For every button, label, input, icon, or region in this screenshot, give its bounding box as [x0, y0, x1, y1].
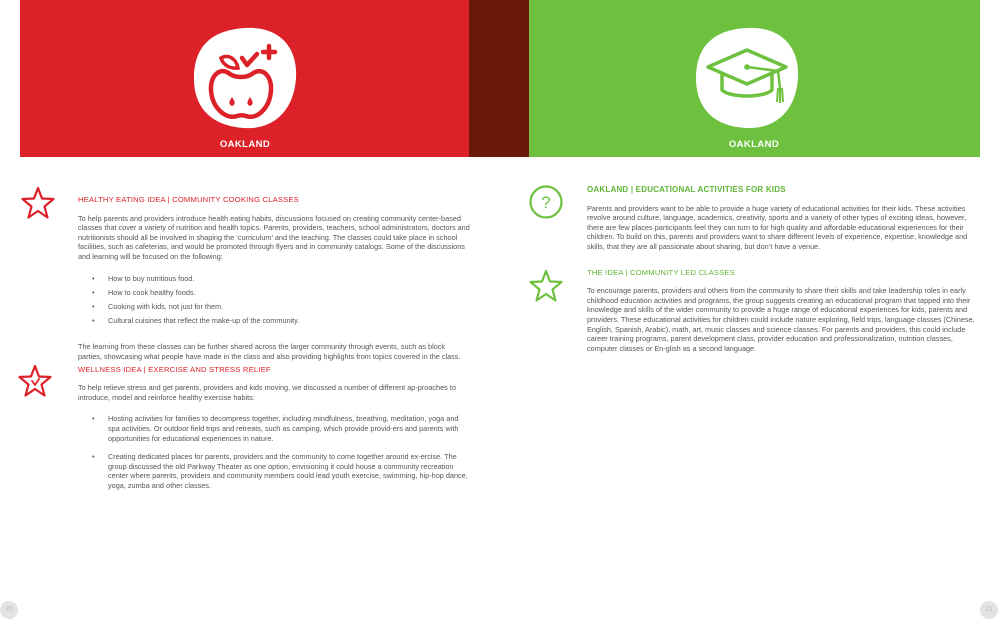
educational-activities-body: Parents and providers want to be able to provide a huge variety of educational activities for their kids. These activities revolve around culture, language, academics, creativity, sports and a variety of other types of exciting ideas, however, there are few places participants feel they can turn to for high quality and affordable educational experiences for their children. To build on this, parents and providers want to share different levels of experience, expertise, knowledge and skills, that they are all passionate about sharing, but don’t have a venue.	[587, 203, 968, 251]
star-outline-icon	[528, 269, 564, 303]
left-column	[78, 195, 470, 501]
page-number-right: 21	[980, 601, 998, 619]
healthy-eating-heading: HEALTHY EATING IDEA | COMMUNITY COOKING CLASSES	[78, 195, 299, 204]
list-item: • Hosting activities for families to decompress together, including mindfulness, breathing, meditation, yoga and spa activities. Or outdoor field trips and retreats, such as camping, which provide provid-ers and parents with opportunities for educational experiences in nature.	[92, 414, 470, 443]
left-banner-label: OAKLAND	[219, 139, 271, 150]
page-number-left: 20	[0, 601, 18, 619]
graduation-cap-icon	[692, 24, 802, 132]
wellness-intro: To help relieve stress and get parents, providers and kids moving, we discussed a number of different ap-proaches to introduce, model and reinforce healthy exercise habits:	[78, 383, 456, 402]
educational-activities-heading: OAKLAND | EDUCATIONAL ACTIVITIES FOR KIDS	[587, 185, 786, 194]
community-classes-body: To encourage parents, providers and others from the community to share their skills and take leadership roles in early childhood education activities and programs, the group suggests creating an educational program that tapped into their knowledge and skills of the wider community to provide a huge range of educational experiences for kids, parents and providers. These educational activities for children could include nature exploring, field trips, language classes (Chinese, English, Spanish, Arabic), math, art, music classes and science classes. For parents and providers, this could include career training programs, parent development class, provider education and professionalization, nutrition classes, computer classes or En-glish as a second language.	[587, 286, 975, 353]
question-circle-icon	[528, 184, 564, 220]
right-banner-label: OAKLAND	[728, 139, 780, 150]
list-item: • Creating dedicated places for parents, providers and the community to come together around ex-ercise. The group discussed the old Parkway Theater as one option, envisioning it could house a community recreation center where parents, providers and community members could lead youth exercise, swimming, hip-hop dance, yoga, zumba and other classes.	[92, 452, 470, 490]
healthy-eating-closing: The learning from these classes can be further shared across the larger community through events, such as block parties, showcasing what people have made in the class and also providing highlights from topics covered in the class.	[78, 342, 461, 362]
svg-text:?: ?	[541, 193, 551, 212]
wellness-list	[78, 414, 470, 490]
star-outline-icon	[20, 186, 56, 220]
apple-icon	[190, 24, 300, 132]
star-check-icon	[17, 364, 53, 398]
banner-divider	[469, 0, 529, 157]
list-item: • How to buy nutritious food.	[92, 274, 470, 284]
list-item: • Cultural cuisines that reflect the make-up of the community.	[92, 316, 470, 326]
healthy-eating-list	[78, 274, 470, 326]
community-classes-heading: THE IDEA | COMMUNITY LED CLASSES	[587, 267, 735, 277]
wellness-heading: WELLNESS IDEA | EXERCISE AND STRESS RELIEF	[78, 364, 271, 374]
list-item: • Cooking with kids, not just for them.	[92, 302, 470, 312]
list-item: • How to cook healthy foods.	[92, 288, 470, 298]
right-column	[587, 185, 981, 365]
healthy-eating-intro: To help parents and providers introduce health eating habits, discussions focused on creating community center-based classes that cover a variety of nutrition and health topics. Parents, providers, teachers, school administrators, doctors and nutritionists should all be involved in shaping the ‘curriculum’ and the teaching. The classes could take place in school facilities, such as cafeterias, and would be promoted through flyers and in community catalogs. Some of the discussions and learning will be focused on the following:	[78, 213, 470, 261]
